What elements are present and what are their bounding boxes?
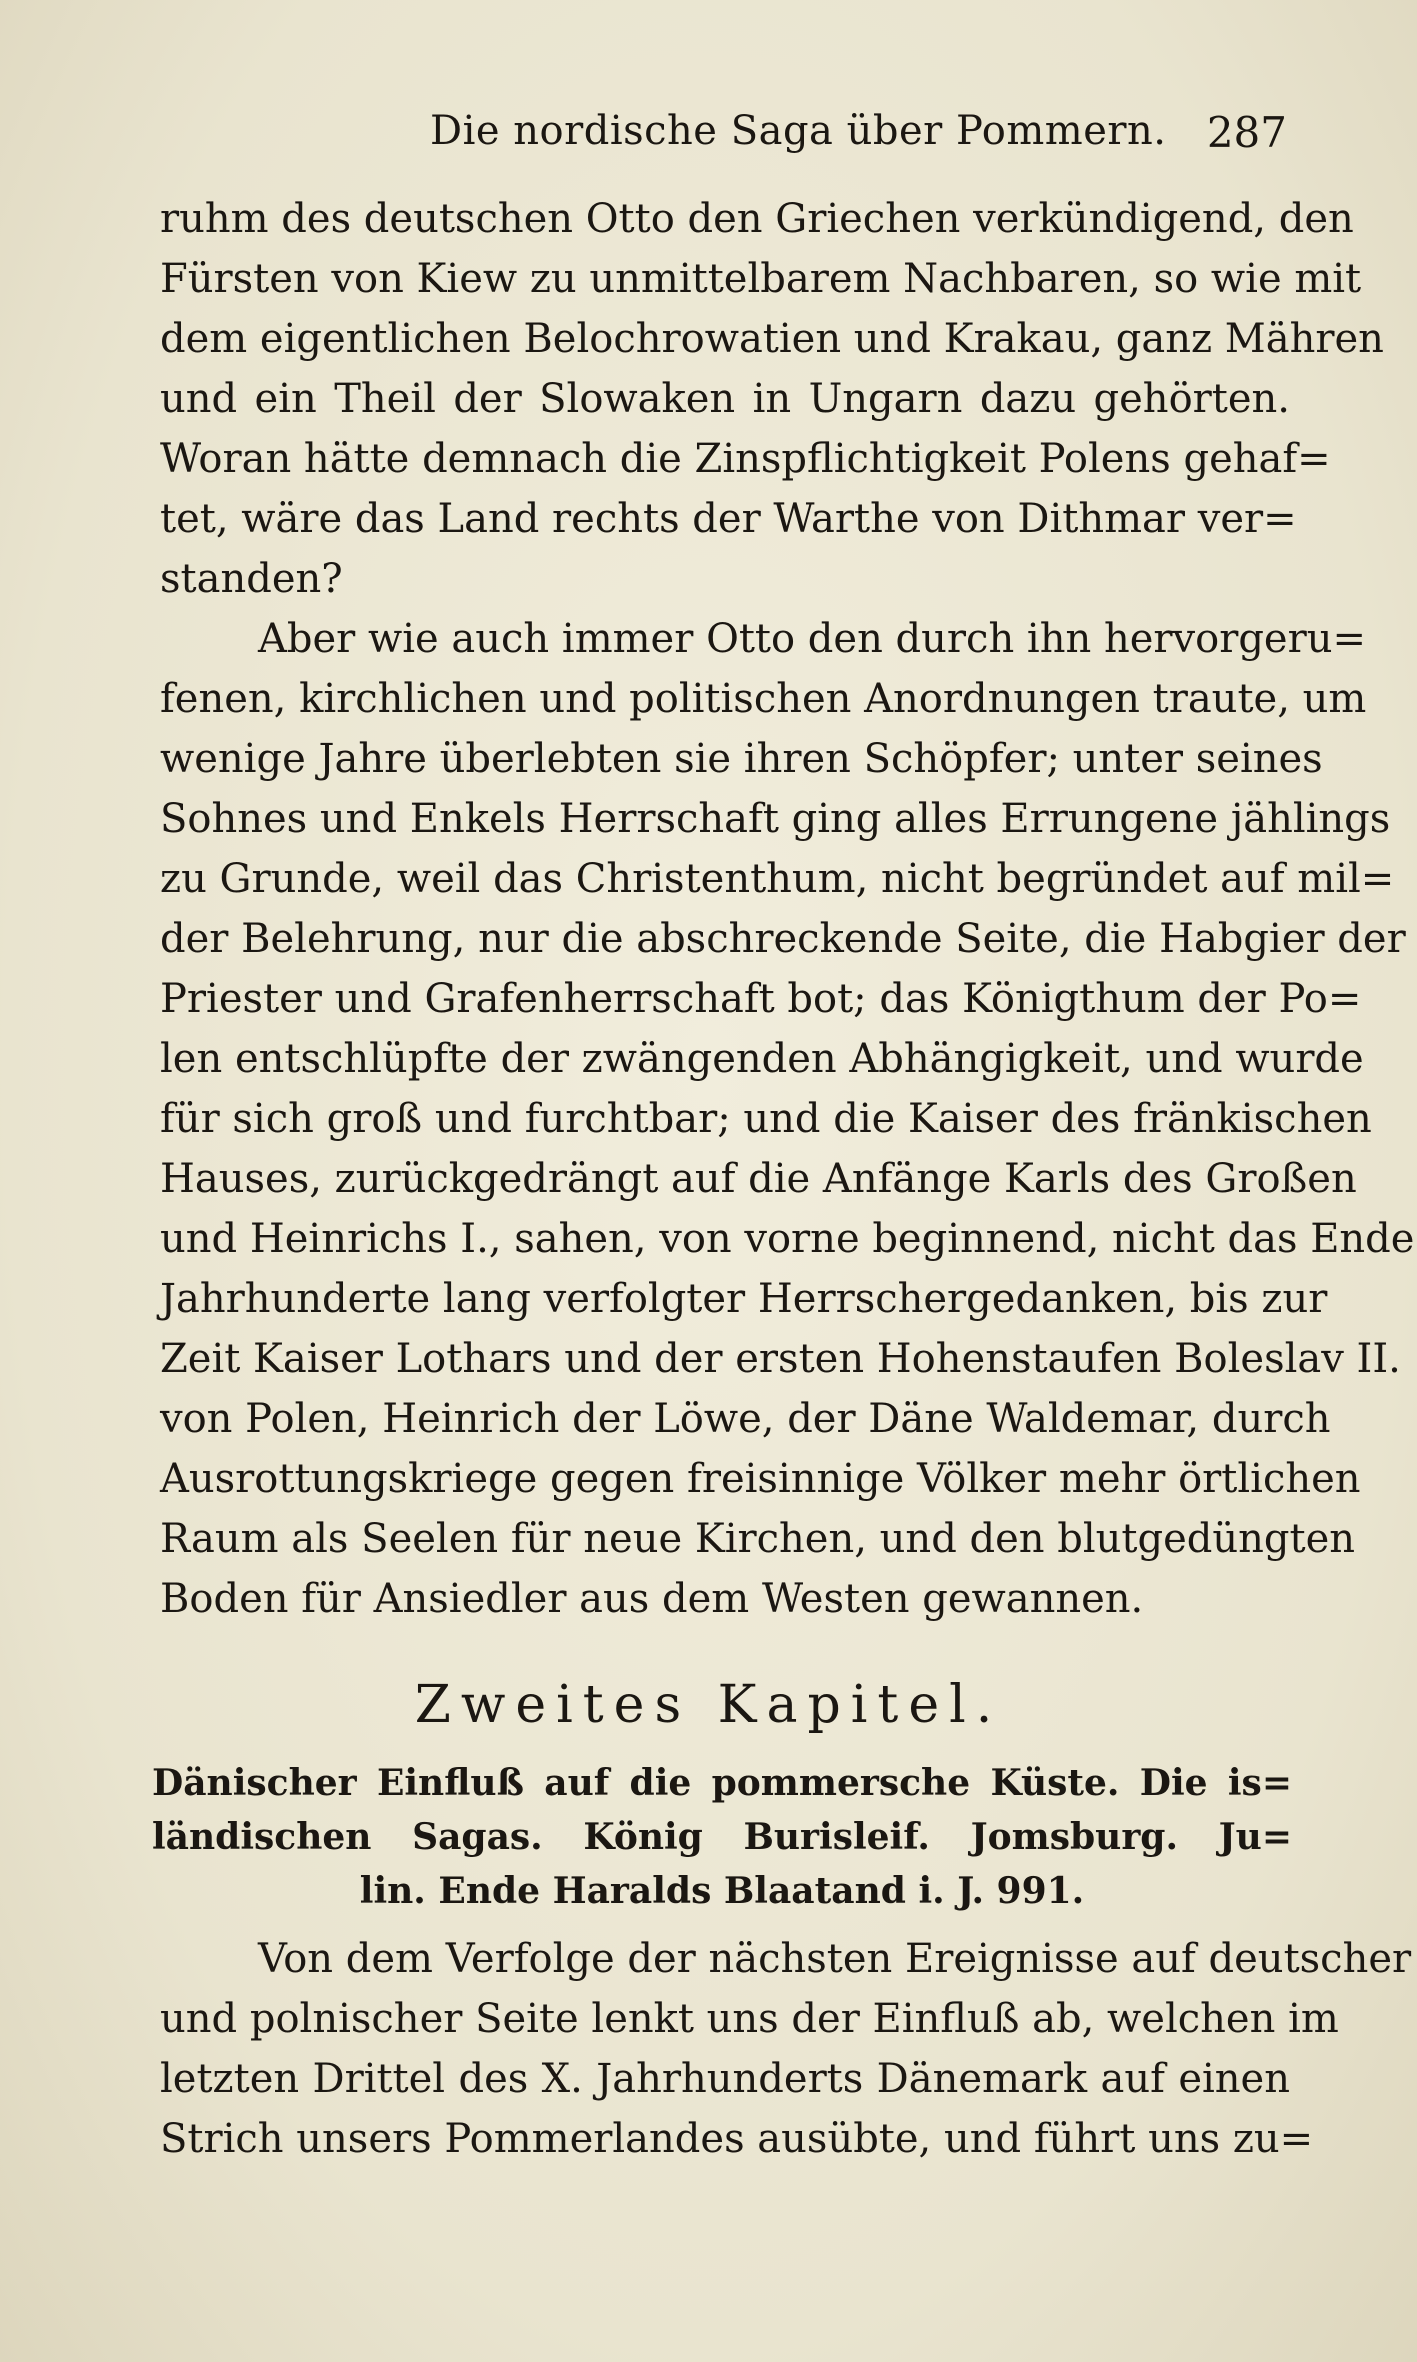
text-line: Fürsten von Kiew zu unmittelbarem Nachbaren, so wie mit: [160, 256, 1362, 302]
text-line: Raum als Seelen für neue Kirchen, und den blutgedüngten: [160, 1516, 1356, 1562]
text-line: Ausrottungskriege gegen freisinnige Völker mehr örtlichen: [160, 1456, 1361, 1502]
text-line: standen?: [160, 556, 343, 602]
text-line: Sohnes und Enkels Herrschaft ging alles Errungene jählings: [160, 796, 1391, 842]
running-head: [430, 108, 1287, 158]
text-line: Jahrhunderte lang verfolgter Herrschergedanken, bis zur: [160, 1276, 1328, 1322]
page-number: 287: [1206, 108, 1287, 157]
text-line: len entschlüpfte der zwängenden Abhängigkeit, und wurde: [160, 1036, 1364, 1082]
text-line: Aber wie auch immer Otto den durch ihn hervorgeru=: [258, 616, 1366, 662]
text-line: der Belehrung, nur die abschreckende Seite, die Habgier der: [160, 916, 1406, 962]
summary-line: lin. Ende Haralds Blaatand i. J. 991.: [359, 1870, 1085, 1912]
chapter-title: Zweites Kapitel.: [414, 1675, 1003, 1735]
text-line: ruhm des deutschen Otto den Griechen verkündigend, den: [160, 196, 1354, 242]
text-line: und polnischer Seite lenkt uns der Einfluß ab, welchen im: [160, 1996, 1339, 2042]
running-title: Die nordische Saga über Pommern.: [430, 108, 1167, 154]
summary-line: Dänischer Einfluß auf die pommersche Küste. Die is=: [152, 1762, 1292, 1804]
text-line: Hauses, zurückgedrängt auf die Anfänge Karls des Großen: [160, 1156, 1357, 1202]
text-line: tet, wäre das Land rechts der Warthe von Dithmar ver=: [160, 496, 1297, 542]
text-line: Zeit Kaiser Lothars und der ersten Hohenstaufen Boleslav II.: [160, 1336, 1401, 1382]
text-line: letzten Drittel des X. Jahrhunderts Dänemark auf einen: [160, 2056, 1290, 2102]
text-line: Priester und Grafenherrschaft bot; das Königthum der Po=: [160, 976, 1362, 1022]
text-line: fenen, kirchlichen und politischen Anordnungen traute, um: [160, 676, 1367, 722]
text-line: dem eigentlichen Belochrowatien und Krakau, ganz Mähren: [160, 316, 1384, 362]
text-line: wenige Jahre überlebten sie ihren Schöpfer; unter seines: [160, 736, 1323, 782]
text-line: Boden für Ansiedler aus dem Westen gewannen.: [160, 1576, 1144, 1622]
text-line: für sich groß und furchtbar; und die Kaiser des fränkischen: [160, 1096, 1372, 1142]
text-line: Woran hätte demnach die Zinspflichtigkeit Polens gehaf=: [160, 436, 1331, 482]
text-line: und Heinrichs I., sahen, von vorne beginnend, nicht das Ende: [160, 1216, 1415, 1262]
text-line: zu Grunde, weil das Christenthum, nicht begründet auf mil=: [160, 856, 1395, 902]
text-line: Strich unsers Pommerlandes ausübte, und führt uns zu=: [160, 2116, 1314, 2162]
text-line: von Polen, Heinrich der Löwe, der Däne Waldemar, durch: [160, 1396, 1331, 1442]
text-line: Von dem Verfolge der nächsten Ereignisse auf deutscher: [258, 1936, 1412, 1982]
text-line: und ein Theil der Slowaken in Ungarn dazu gehörten.: [160, 376, 1290, 422]
summary-line: ländischen Sagas. König Burisleif. Jomsburg. Ju=: [152, 1816, 1292, 1858]
